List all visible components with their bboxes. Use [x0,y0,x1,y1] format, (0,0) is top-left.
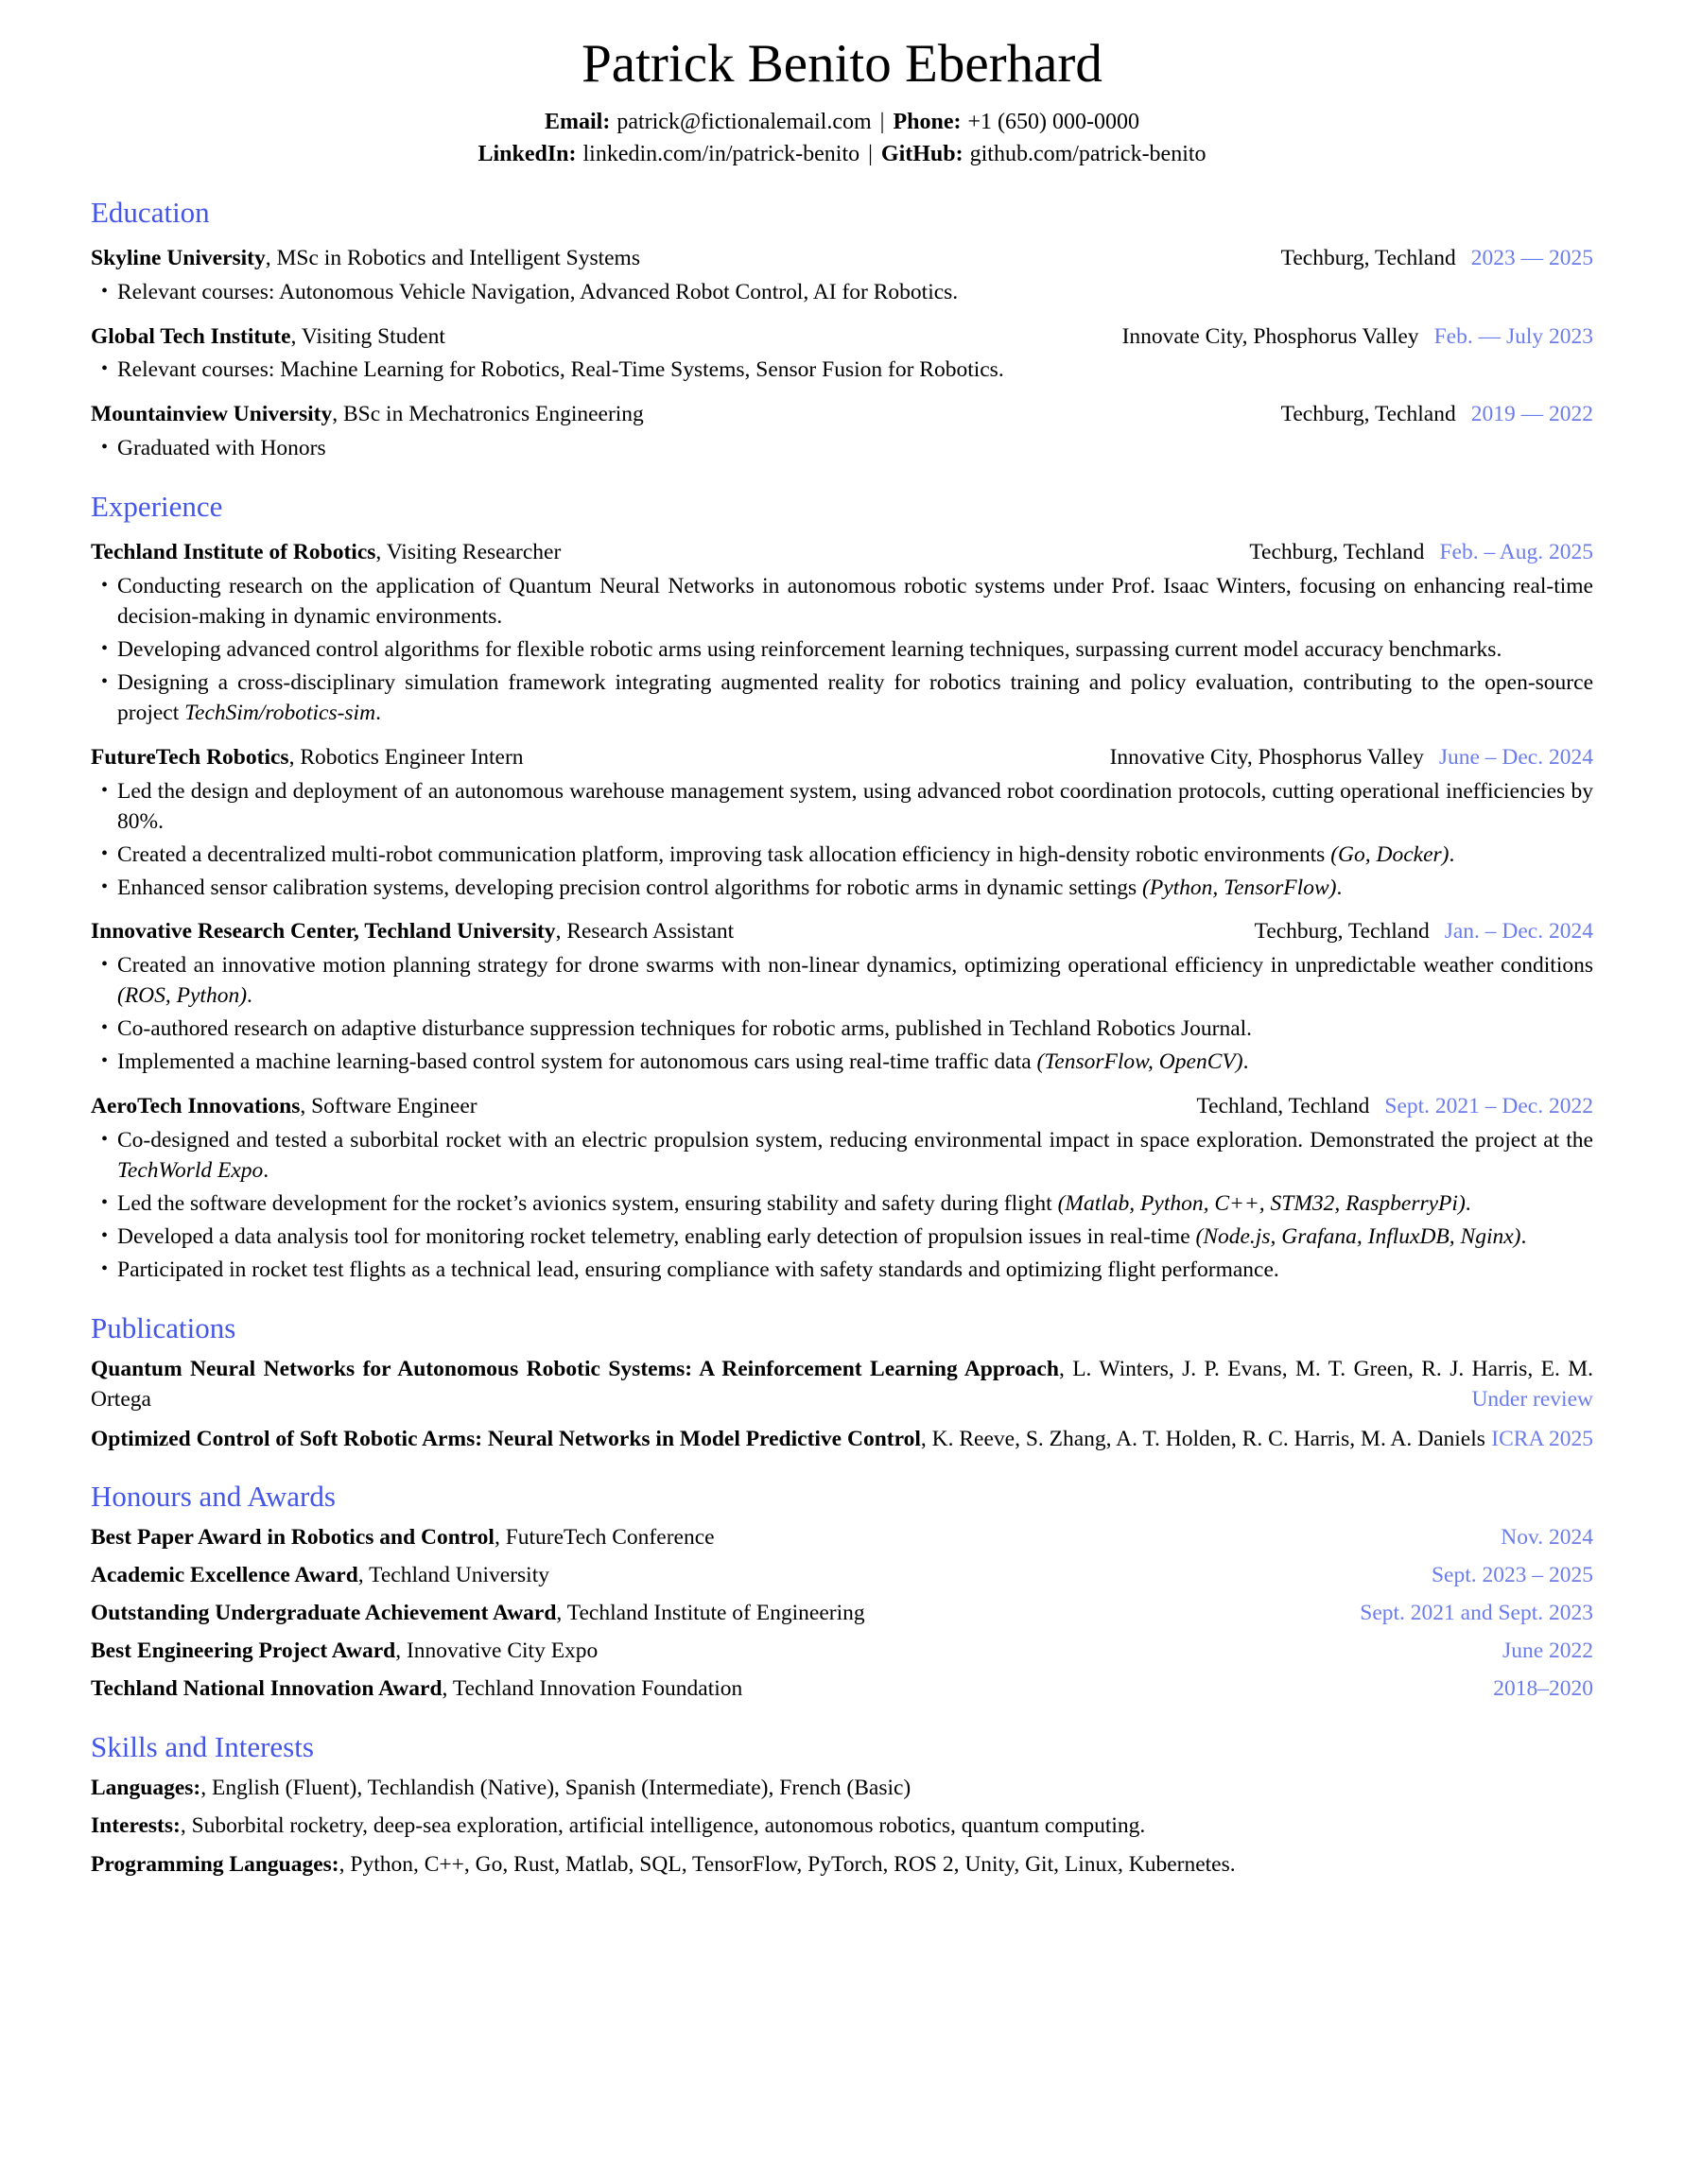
publication-authors: , L. Winters, J. P. Evans, M. T. Green, R. J. Harris, E. M. Ortega [91,1356,1593,1412]
award-row [91,1637,1593,1667]
degree-text: , Visiting Student [290,323,445,349]
award-name: Techland National Innovation Award [91,1675,443,1701]
entry-location: Techland, Techland [1196,1094,1370,1119]
phone-value: +1 (650) 000-0000 [967,109,1139,134]
github-label: GitHub: [880,141,964,166]
entry-left [91,917,734,947]
award-name: Outstanding Undergraduate Achievement Award [91,1601,557,1625]
experience-entry [91,743,1593,904]
skill-line [91,1811,1593,1842]
company-name: Techland Institute of Robotics [91,539,376,564]
bullet-item [117,951,1593,1012]
entry-header [91,244,1593,274]
institution-name: Skyline University [91,245,266,270]
bullet-item [117,841,1593,871]
award-row [91,1599,1593,1629]
bullet-list [91,434,1593,464]
bullet-text: Enhanced sensor calibration systems, developing precision control algorithms for robotic arms in dynamic settings [117,875,1143,900]
bullet-item: • Led the design and deployment of an autonomous warehouse management system, using advanced robot coordination protocols, cutting operational inefficiencies by 80%. [117,777,1593,838]
github-value: github.com/patrick-benito [969,141,1207,166]
entry-right [1196,1092,1593,1122]
bullet-item [117,874,1593,904]
entry-header [91,322,1593,353]
entry-left [91,538,561,568]
role-text: , Robotics Engineer Intern [288,744,524,770]
bullet-text: Created a decentralized multi-robot communication platform, improving task allocation efficiency in high-density robotic environments [117,841,1331,867]
entry-location: Techburg, Techland [1249,539,1425,564]
entry-dates: 2023 — 2025 [1470,245,1593,270]
entry-header [91,1092,1593,1122]
award-left [91,1599,865,1629]
skill-line [91,1774,1593,1804]
entry-location: Techburg, Techland [1280,402,1456,427]
skill-label: Programming Languages: [91,1852,339,1878]
skill-text: , Python, C++, Go, Rust, Matlab, SQL, TensorFlow, PyTorch, ROS 2, Unity, Git, Linux, Kubernetes. [339,1852,1236,1878]
bullet-text-end: . [1520,1224,1527,1250]
company-name: Innovative Research Center, Techland University [91,919,556,945]
skill-text: , Suborbital rocketry, deep-sea exploration, artificial intelligence, autonomous robotics, quantum computing. [180,1813,1146,1839]
bullet-italic-text: (Python, TensorFlow) [1142,875,1337,900]
award-org: , Techland University [357,1563,549,1588]
entry-location: Innovate City, Phosphorus Valley [1121,323,1419,349]
bullet-item [117,1222,1593,1253]
bullet-text: Led the software development for the rocket’s avionics system, ensuring stability and safety during flight [117,1191,1058,1217]
award-left [91,1674,742,1705]
entry-header [91,538,1593,568]
degree-text: , MSc in Robotics and Intelligent Systems [265,245,640,270]
bullet-item: • Relevant courses: Autonomous Vehicle Navigation, Advanced Robot Control, AI for Robotics. [117,278,1593,308]
entry-right [1122,322,1593,353]
bullet-item [117,668,1593,729]
entry-right [1249,538,1593,568]
experience-entry [91,917,1593,1078]
publication-item [91,1425,1593,1455]
bullet-text: Created an innovative motion planning strategy for drone swarms with non-linear dynamics, optimizing operational efficiency in unpredictable weather conditions [117,953,1593,979]
bullet-italic-text: (ROS, Python) [117,983,248,1009]
award-org: , Innovative City Expo [395,1638,599,1663]
publication-item [91,1355,1593,1415]
entry-left [91,244,640,274]
entry-dates: Jan. – Dec. 2024 [1444,919,1593,945]
bullet-text-end: . [263,1158,269,1184]
bullet-item: • Relevant courses: Machine Learning for Robotics, Real-Time Systems, Sensor Fusion for Robotics. [117,355,1593,386]
entry-right [1281,244,1593,274]
bullet-text-end: . [375,700,381,725]
bullet-text: Designing a cross-disciplinary simulation framework integrating augmented reality for robotics training and policy evaluation, contributing to the open-source project [117,669,1593,725]
section-title-awards: Honours and Awards [91,1480,336,1514]
award-row [91,1523,1593,1553]
bullet-italic-text: TechWorld Expo [117,1158,264,1184]
linkedin-label: LinkedIn: [477,141,577,166]
award-date: 2018–2020 [1493,1675,1593,1701]
entry-header [91,917,1593,947]
entry-right [1281,400,1593,430]
education-entry [91,400,1593,464]
bullet-text-end: . [247,983,252,1009]
contact-line-2 [91,138,1593,170]
award-date: Sept. 2021 and Sept. 2023 [1360,1601,1593,1625]
bullet-italic-text: (Matlab, Python, C++, STM32, RaspberryPi) [1057,1191,1466,1217]
company-name: AeroTech Innovations [91,1094,301,1119]
entry-dates: Feb. — July 2023 [1433,323,1593,349]
skill-label: Interests: [91,1813,181,1839]
entry-right [1255,917,1593,947]
award-left [91,1637,598,1667]
education-entry [91,244,1593,308]
award-name: Academic Excellence Award [91,1563,358,1588]
entry-dates: Sept. 2021 – Dec. 2022 [1384,1094,1593,1119]
institution-name: Mountainview University [91,402,333,427]
bullet-list [91,572,1593,729]
bullet-italic-text: (Go, Docker) [1330,841,1450,867]
skill-label: Languages: [91,1775,201,1800]
phone-label: Phone: [893,109,962,134]
award-org: , Techland Innovation Foundation [442,1675,743,1701]
award-org: , FutureTech Conference [494,1525,715,1551]
entry-location: Techburg, Techland [1280,245,1456,270]
publication-title: Quantum Neural Networks for Autonomous Robotic Systems: A Reinforcement Learning Approach [91,1356,1059,1381]
bullet-italic-text: (Node.js, Grafana, InfluxDB, Nginx) [1195,1224,1521,1250]
section-title-publications: Publications [91,1310,236,1344]
bullet-list [91,355,1593,386]
skill-text: , English (Fluent), Techlandish (Native), Spanish (Intermediate), French (Basic) [200,1775,911,1800]
publication-status: Under review [1471,1386,1593,1412]
bullet-item [117,1048,1593,1078]
education-entry [91,322,1593,387]
experience-entry [91,538,1593,729]
entry-right [1110,743,1593,773]
bullet-italic-text: TechSim/robotics-sim [184,700,376,725]
bullet-list [91,1126,1593,1286]
contact-line-1 [91,106,1593,138]
institution-name: Global Tech Institute [91,323,291,349]
entry-left [91,1092,477,1122]
email-value: patrick@fictionalemail.com [616,109,872,134]
award-left [91,1523,715,1553]
award-date: June 2022 [1502,1638,1593,1663]
award-left [91,1561,549,1591]
bullet-list [91,278,1593,308]
bullet-item: • Co-authored research on adaptive disturbance suppression techniques for robotic arms, published in Techland Robotics Journal. [117,1014,1593,1045]
bullet-item: • Participated in rocket test flights as a technical lead, ensuring compliance with safety standards and optimizing flight performance. [117,1256,1593,1286]
role-text: , Software Engineer [300,1094,477,1119]
publication-authors: , K. Reeve, S. Zhang, A. T. Holden, R. C. Harris, M. A. Daniels [920,1426,1485,1451]
bullet-item: • Conducting research on the application of Quantum Neural Networks in autonomous robotic systems under Prof. Isaac Winters, focusing on enhancing real-time decision-making in dynamic environments. [117,572,1593,633]
role-text: , Visiting Researcher [375,539,562,564]
bullet-italic-text: (TensorFlow, OpenCV) [1036,1049,1243,1075]
award-date: Nov. 2024 [1501,1525,1593,1551]
bullet-item [117,1189,1593,1220]
section-title-education: Education [91,195,210,229]
bullet-item: • Developing advanced control algorithms for flexible robotic arms using reinforcement learning techniques, surpassing current model accuracy benchmarks. [117,635,1593,666]
candidate-name: Patrick Benito Eberhard [582,34,1102,94]
bullet-item: • Graduated with Honors [117,434,1593,464]
bullet-text: Implemented a machine learning-based control system for autonomous cars using real-time traffic data [117,1049,1037,1075]
email-label: Email: [545,109,611,134]
linkedin-value: linkedin.com/in/patrick-benito [582,141,860,166]
entry-left [91,400,644,430]
award-date: Sept. 2023 – 2025 [1431,1563,1593,1588]
separator-bar: | [879,109,885,134]
entry-dates: 2019 — 2022 [1470,402,1593,427]
bullet-text-end: . [1242,1049,1249,1075]
skill-line [91,1850,1593,1881]
award-row [91,1674,1593,1705]
award-row [91,1561,1593,1591]
bullet-list [91,777,1593,904]
award-org: , Techland Institute of Engineering [556,1601,865,1625]
publication-status: ICRA 2025 [1491,1426,1593,1451]
bullet-text-end: . [1449,841,1455,867]
bullet-item [117,1126,1593,1187]
entry-left [91,743,524,773]
bullet-list [91,951,1593,1078]
entry-location: Innovative City, Phosphorus Valley [1109,744,1424,770]
award-name: Best Engineering Project Award [91,1638,396,1663]
award-name: Best Paper Award in Robotics and Control [91,1525,495,1551]
separator-bar: | [868,141,873,166]
section-title-experience: Experience [91,490,223,524]
company-name: FutureTech Robotics [91,744,289,770]
bullet-text-end: . [1465,1191,1471,1217]
bullet-text: Developed a data analysis tool for monitoring rocket telemetry, enabling early detection of propulsion issues in real-time [117,1224,1196,1250]
section-title-skills: Skills and Interests [91,1729,314,1763]
entry-location: Techburg, Techland [1254,919,1430,945]
experience-entry [91,1092,1593,1286]
entry-dates: June – Dec. 2024 [1438,744,1593,770]
entry-dates: Feb. – Aug. 2025 [1439,539,1593,564]
entry-left [91,322,445,353]
degree-text: , BSc in Mechatronics Engineering [332,402,644,427]
role-text: , Research Assistant [555,919,735,945]
entry-header [91,743,1593,773]
entry-header [91,400,1593,430]
bullet-text: Co-designed and tested a suborbital rocket with an electric propulsion system, reducing environmental impact in space exploration. Demonstrated the project at the [117,1128,1593,1153]
bullet-text-end: . [1336,875,1343,900]
publication-title: Optimized Control of Soft Robotic Arms: Neural Networks in Model Predictive Control [91,1426,921,1451]
